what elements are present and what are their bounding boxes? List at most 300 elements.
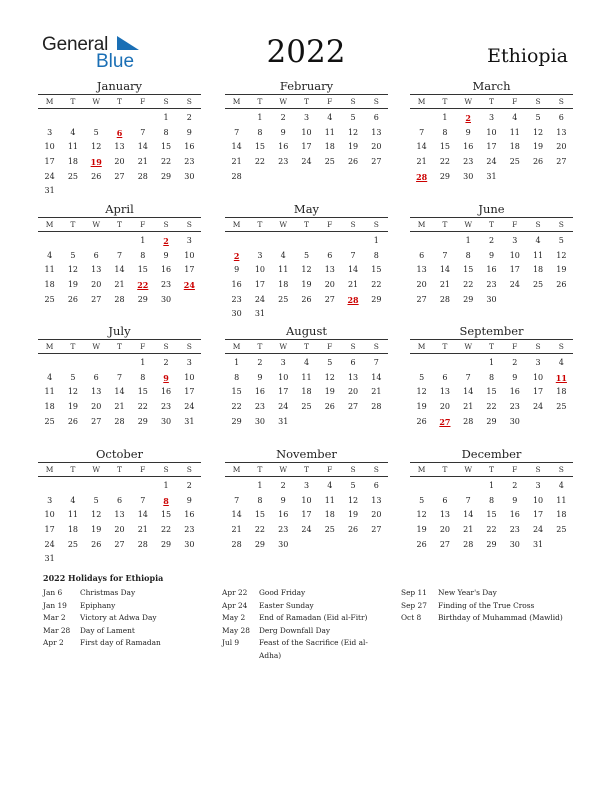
weekday-label: S [373,342,379,351]
day-cell: 12 [532,127,544,137]
day-cell: 26 [416,416,427,426]
day-cell: 4 [512,113,518,122]
day-cell: 4 [70,495,76,505]
holiday-item [43,600,198,613]
weekday-header [410,339,573,354]
weekday-label: M [232,97,241,106]
day-cell: 6 [442,495,448,505]
day-cell: 5 [558,236,564,245]
empty-cell [248,234,271,249]
holiday-item [43,625,198,638]
day-cell: 9 [186,495,192,505]
day-cell: 20 [114,157,125,167]
weekday-label: M [45,342,54,351]
day-cell: 7 [465,372,471,382]
day-cell: 23 [184,157,195,167]
day-cell: 18 [301,387,312,397]
day-cell: 7 [116,372,123,382]
empty-cell [225,234,248,249]
month-name: June [478,202,505,216]
day-cell: 27 [91,416,102,426]
weekday-label: F [140,465,146,474]
day-cell: 21 [463,525,474,535]
holiday-item [43,587,198,600]
day-cell: 5 [327,358,333,367]
day-cell: 23 [278,525,289,535]
day-cell: 17 [301,142,312,152]
day-cell: 7 [350,250,356,260]
day-cell: 10 [254,265,266,275]
day-cell: 6 [93,372,99,382]
weekday-label: T [70,97,76,106]
day-cell: 24 [184,402,195,412]
day-cell: 14 [114,265,125,275]
holiday-day-cell: 11 [555,372,567,383]
holiday-day-cell: 27 [439,416,451,427]
month-september [410,324,573,429]
holiday-date: Apr 22 [222,588,248,597]
day-cell: 19 [416,402,427,412]
day-cell: 9 [512,495,518,505]
day-cell: 18 [44,280,55,290]
day-cell: 9 [163,250,169,260]
day-cell: 8 [140,372,146,382]
weekday-label: F [327,465,333,474]
day-cell: 1 [163,481,169,490]
weekday-label: T [442,220,448,229]
day-cell: 4 [327,481,333,490]
day-cell: 18 [324,510,335,520]
day-cell: 25 [44,416,55,426]
day-cell: 6 [93,250,99,260]
day-cell: 18 [324,142,335,152]
day-cell: 4 [280,250,286,260]
holiday-item [43,637,198,650]
weekday-label: T [70,342,76,351]
day-cell: 5 [93,127,99,137]
holiday-date: Jul 9 [222,638,240,648]
empty-cell [433,356,456,371]
month-name: November [276,447,337,461]
day-cell: 12 [556,250,567,260]
day-cell: 21 [371,387,382,397]
day-cell: 3 [488,113,495,122]
weekday-label: F [327,97,333,106]
day-cell: 29 [486,539,497,549]
day-cell: 30 [160,294,172,304]
weekday-label: M [417,220,426,229]
holiday-name: Christmas Day [80,588,136,597]
day-cell: 13 [416,265,427,275]
day-cell: 30 [160,416,172,426]
day-cell: 1 [140,358,146,367]
day-cell: 24 [301,157,312,167]
day-cell: 27 [556,157,567,167]
weekday-label: W [279,97,288,106]
day-grid [225,479,388,552]
day-cell: 30 [509,539,520,549]
day-cell: 9 [257,372,263,382]
holiday-name: New Year's Day [438,588,497,597]
day-cell: 22 [231,402,242,412]
day-cell: 27 [114,171,125,181]
holiday-date: Jan 6 [43,588,63,597]
holiday-day-cell: 24 [183,280,195,291]
weekday-label: M [45,220,54,229]
month-july [38,324,201,429]
day-cell: 27 [91,294,102,304]
day-cell: 17 [44,525,55,535]
day-cell: 20 [324,280,335,290]
day-cell: 1 [257,113,263,122]
day-cell: 23 [509,402,520,412]
day-cell: 20 [347,387,359,397]
day-cell: 23 [509,525,520,535]
weekday-label: W [464,342,473,351]
empty-cell [272,234,295,249]
holiday-item [222,637,377,662]
day-cell: 1 [442,113,448,122]
day-cell: 20 [439,525,451,535]
day-cell: 19 [347,510,359,520]
day-cell: 16 [509,510,520,520]
day-cell: 3 [47,495,53,505]
day-cell: 7 [419,127,425,137]
empty-cell [85,356,108,371]
day-grid [225,356,388,429]
day-cell: 10 [184,372,195,382]
empty-cell [318,234,341,249]
day-cell: 29 [439,171,451,181]
weekday-header [38,462,201,477]
day-cell: 11 [509,127,520,137]
day-cell: 4 [535,236,541,245]
day-cell: 16 [278,142,289,152]
day-cell: 14 [416,142,427,152]
holiday-date: May 28 [222,625,250,635]
day-cell: 25 [324,525,335,535]
holiday-item [43,612,198,625]
day-cell: 11 [556,495,567,505]
weekday-label: S [535,97,541,106]
day-cell: 15 [486,387,497,397]
weekday-label: F [327,220,333,229]
day-cell: 15 [463,265,474,275]
weekday-label: T [303,97,309,106]
day-cell: 9 [234,265,240,275]
day-cell: 18 [44,402,55,412]
day-cell: 3 [535,358,541,367]
logo-blue-text: Blue [96,51,135,72]
day-cell: 30 [254,416,266,426]
day-cell: 24 [254,294,266,304]
day-cell: 21 [231,157,242,167]
day-cell: 6 [350,358,356,367]
day-cell: 31 [532,539,544,549]
holiday-name: Easter Sunday [259,600,314,610]
empty-cell [85,111,108,126]
day-cell: 30 [509,416,520,426]
day-cell: 22 [486,525,497,535]
weekday-label: S [163,342,169,351]
month-name: May [293,202,320,216]
day-cell: 1 [488,481,495,490]
day-cell: 11 [44,387,55,397]
day-cell: 6 [373,113,379,122]
day-cell: 29 [137,416,148,426]
day-grid [410,234,573,307]
day-cell: 3 [512,236,518,245]
day-cell: 23 [184,525,195,535]
day-cell: 27 [347,402,359,412]
holiday-item [401,600,576,613]
month-june [410,202,573,307]
day-cell: 28 [137,539,148,549]
day-cell: 7 [234,495,240,505]
day-cell: 17 [278,387,289,397]
weekday-label: S [163,97,169,106]
weekday-label: S [373,97,379,106]
day-cell: 21 [114,280,125,290]
day-cell: 24 [532,525,544,535]
day-cell: 24 [532,402,544,412]
day-cell: 15 [231,387,242,397]
holiday-day-cell: 2 [465,113,471,123]
day-cell: 28 [463,539,474,549]
holiday-column [43,587,198,650]
day-cell: 26 [416,539,427,549]
holiday-date: Mar 2 [43,613,66,623]
day-cell: 12 [67,265,79,275]
day-cell: 12 [347,127,359,137]
day-cell: 2 [163,358,169,367]
empty-cell [410,111,433,126]
day-cell: 24 [44,171,55,181]
weekday-label: S [186,220,192,229]
day-cell: 14 [231,510,242,520]
month-name: February [279,79,334,93]
weekday-header [410,462,573,477]
day-cell: 18 [67,157,79,167]
day-cell: 6 [373,481,379,490]
empty-cell [433,479,456,494]
holiday-date: Apr 2 [43,638,64,648]
day-cell: 20 [91,402,102,412]
weekday-label: T [70,465,76,474]
day-cell: 6 [116,495,123,505]
holiday-name: Finding of the True Cross [438,600,535,610]
day-cell: 25 [67,539,79,549]
empty-cell [38,356,61,371]
day-cell: 23 [160,402,172,412]
day-cell: 2 [186,481,192,490]
day-cell: 2 [280,113,286,122]
holiday-day-cell: 6 [116,127,123,138]
day-cell: 12 [416,387,427,397]
weekday-label: F [512,220,518,229]
day-cell: 11 [44,265,55,275]
day-cell: 12 [347,495,359,505]
day-cell: 10 [532,372,544,382]
day-cell: 4 [70,127,76,137]
day-cell: 26 [347,157,359,167]
weekday-label: S [163,465,169,474]
holiday-name: Victory at Adwa Day [80,613,157,623]
day-cell: 30 [463,171,474,181]
holiday-day-cell: 2 [233,250,240,261]
day-cell: 9 [488,250,495,260]
day-cell: 23 [254,402,266,412]
holiday-item [222,612,377,625]
day-cell: 19 [416,525,427,535]
holiday-item [222,587,377,600]
weekday-label: M [417,342,426,351]
weekday-header [225,217,388,232]
day-cell: 29 [231,416,242,426]
weekday-label: T [116,97,122,106]
day-cell: 31 [254,309,266,319]
day-cell: 8 [257,495,263,505]
holiday-date: Oct 8 [401,613,422,623]
day-cell: 16 [184,142,195,152]
holiday-name: Day of Lament [80,625,135,635]
day-cell: 10 [44,510,55,520]
holiday-item [222,600,377,613]
weekday-label: T [442,97,448,106]
day-cell: 19 [67,280,79,290]
holiday-name: Feast of the Sacrifice (Eid al-Adha) [259,638,368,660]
holiday-name: Derg Downfall Day [259,625,331,635]
day-cell: 5 [419,495,425,505]
weekday-label: S [535,342,541,351]
day-cell: 30 [184,171,195,181]
day-cell: 22 [371,280,382,290]
day-cell: 25 [556,402,567,412]
weekday-label: S [373,220,379,229]
holiday-column [222,587,377,663]
weekday-label: M [232,220,241,229]
day-cell: 26 [301,294,312,304]
day-cell: 21 [416,157,427,167]
weekday-label: T [116,220,122,229]
day-cell: 13 [371,127,382,137]
day-cell: 24 [486,157,497,167]
weekday-label: M [232,342,241,351]
day-cell: 11 [67,142,79,152]
day-grid [38,111,201,199]
day-cell: 20 [371,510,382,520]
day-cell: 5 [350,113,356,122]
day-cell: 20 [556,142,567,152]
day-cell: 4 [558,358,564,367]
day-cell: 16 [509,387,520,397]
day-cell: 28 [463,416,474,426]
holiday-name: Epiphany [80,600,116,610]
weekday-label: T [488,220,494,229]
day-cell: 1 [257,481,263,490]
day-cell: 9 [186,127,192,137]
day-cell: 30 [184,539,195,549]
holiday-day-cell: 28 [416,171,428,182]
empty-cell [457,479,480,494]
weekday-label: S [163,220,169,229]
day-cell: 2 [512,358,518,367]
day-cell: 29 [371,294,382,304]
day-cell: 12 [91,510,102,520]
day-cell: 17 [532,387,544,397]
weekday-label: S [186,342,192,351]
weekday-label: T [257,97,263,106]
weekday-label: W [279,342,288,351]
day-cell: 22 [254,525,266,535]
day-cell: 1 [234,358,240,367]
day-cell: 20 [416,280,427,290]
empty-cell [61,234,84,249]
day-cell: 28 [114,294,125,304]
weekday-label: S [558,342,564,351]
day-cell: 25 [324,157,335,167]
day-cell: 16 [278,510,289,520]
weekday-label: S [350,220,356,229]
day-cell: 15 [486,510,497,520]
weekday-label: S [535,220,541,229]
day-cell: 19 [67,402,79,412]
weekday-label: F [140,220,146,229]
day-cell: 12 [416,510,427,520]
day-cell: 13 [371,495,382,505]
weekday-label: W [92,220,101,229]
weekday-label: F [512,97,518,106]
month-december [410,447,573,552]
country-name: Ethiopia [487,45,568,67]
weekday-header [225,339,388,354]
day-cell: 20 [91,280,102,290]
day-cell: 11 [301,372,312,382]
weekday-header [410,94,573,109]
day-cell: 15 [371,265,382,275]
day-cell: 13 [347,372,359,382]
holiday-day-cell: 22 [137,280,149,291]
day-cell: 7 [140,495,146,505]
weekday-label: M [417,465,426,474]
day-cell: 3 [303,481,310,490]
day-cell: 17 [532,510,544,520]
day-cell: 2 [488,236,495,245]
day-cell: 2 [186,113,192,122]
weekday-label: S [373,465,379,474]
day-cell: 19 [91,525,102,535]
day-cell: 24 [509,280,520,290]
day-cell: 15 [137,265,148,275]
month-may [225,202,388,322]
day-cell: 29 [137,294,148,304]
day-cell: 4 [47,372,53,382]
day-cell: 26 [91,539,102,549]
day-cell: 14 [439,265,451,275]
month-february [225,79,388,184]
empty-cell [61,479,84,494]
weekday-label: T [488,465,494,474]
day-cell: 29 [463,294,474,304]
month-name: December [461,447,522,461]
day-cell: 27 [439,539,451,549]
day-cell: 21 [137,157,148,167]
holiday-date: Mar 28 [43,625,71,635]
day-cell: 21 [114,402,125,412]
holiday-day-cell: 28 [347,294,359,305]
holiday-date: Jan 19 [43,600,67,610]
weekday-header [225,462,388,477]
